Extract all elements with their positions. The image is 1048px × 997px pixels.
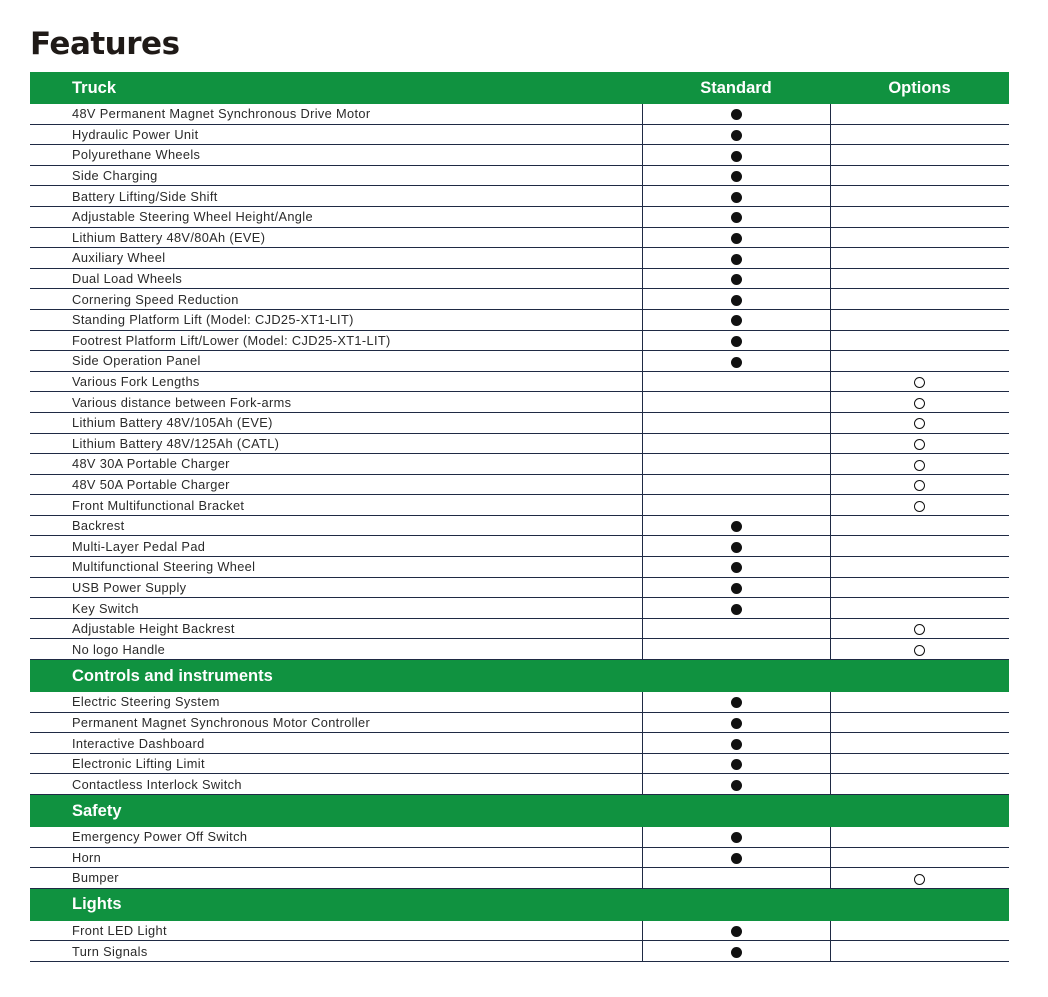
standard-cell bbox=[642, 618, 830, 639]
feature-row bbox=[30, 618, 1009, 639]
feature-label: 48V 50A Portable Charger bbox=[30, 474, 642, 495]
feature-row bbox=[30, 921, 1009, 941]
hollow-circle-icon bbox=[914, 377, 925, 388]
features-table bbox=[30, 72, 1009, 962]
filled-dot-icon bbox=[731, 562, 742, 573]
standard-column-header: Standard bbox=[642, 72, 830, 104]
hollow-circle-icon bbox=[914, 501, 925, 512]
standard-cell bbox=[642, 577, 830, 598]
feature-label: Backrest bbox=[30, 515, 642, 536]
options-cell bbox=[830, 733, 1009, 754]
options-cell bbox=[830, 330, 1009, 351]
feature-row bbox=[30, 577, 1009, 598]
feature-row bbox=[30, 753, 1009, 774]
standard-cell bbox=[642, 598, 830, 619]
standard-cell bbox=[642, 289, 830, 310]
standard-cell bbox=[642, 351, 830, 372]
filled-dot-icon bbox=[731, 192, 742, 203]
options-cell bbox=[830, 941, 1009, 962]
feature-row bbox=[30, 827, 1009, 847]
feature-label: USB Power Supply bbox=[30, 577, 642, 598]
filled-dot-icon bbox=[731, 336, 742, 347]
feature-label: Side Operation Panel bbox=[30, 351, 642, 372]
feature-label: Various distance between Fork-arms bbox=[30, 392, 642, 413]
standard-cell bbox=[642, 692, 830, 712]
options-cell bbox=[830, 124, 1009, 145]
feature-row bbox=[30, 104, 1009, 124]
standard-cell bbox=[642, 941, 830, 962]
standard-cell bbox=[642, 392, 830, 413]
feature-row bbox=[30, 474, 1009, 495]
feature-row bbox=[30, 557, 1009, 578]
feature-label: Polyurethane Wheels bbox=[30, 145, 642, 166]
options-cell bbox=[830, 206, 1009, 227]
feature-label: Lithium Battery 48V/125Ah (CATL) bbox=[30, 433, 642, 454]
feature-row bbox=[30, 495, 1009, 516]
feature-row bbox=[30, 536, 1009, 557]
feature-row bbox=[30, 454, 1009, 475]
feature-label: Emergency Power Off Switch bbox=[30, 827, 642, 847]
feature-row bbox=[30, 868, 1009, 889]
feature-label: Auxiliary Wheel bbox=[30, 248, 642, 269]
feature-row bbox=[30, 186, 1009, 207]
filled-dot-icon bbox=[731, 130, 742, 141]
standard-cell bbox=[642, 309, 830, 330]
feature-row bbox=[30, 733, 1009, 754]
feature-row bbox=[30, 515, 1009, 536]
standard-cell bbox=[642, 536, 830, 557]
options-cell bbox=[830, 827, 1009, 847]
filled-dot-icon bbox=[731, 315, 742, 326]
options-cell bbox=[830, 536, 1009, 557]
filled-dot-icon bbox=[731, 295, 742, 306]
feature-label: Electric Steering System bbox=[30, 692, 642, 712]
standard-cell bbox=[642, 474, 830, 495]
standard-cell bbox=[642, 495, 830, 516]
options-cell bbox=[830, 165, 1009, 186]
filled-dot-icon bbox=[731, 697, 742, 708]
options-cell bbox=[830, 227, 1009, 248]
standard-cell bbox=[642, 827, 830, 847]
filled-dot-icon bbox=[731, 274, 742, 285]
standard-cell bbox=[642, 557, 830, 578]
standard-cell bbox=[642, 206, 830, 227]
feature-label: Multi-Layer Pedal Pad bbox=[30, 536, 642, 557]
feature-label: Horn bbox=[30, 847, 642, 868]
filled-dot-icon bbox=[731, 739, 742, 750]
options-cell bbox=[830, 774, 1009, 795]
feature-label: Cornering Speed Reduction bbox=[30, 289, 642, 310]
hollow-circle-icon bbox=[914, 460, 925, 471]
section-title: Controls and instruments bbox=[30, 660, 1009, 693]
filled-dot-icon bbox=[731, 542, 742, 553]
feature-row bbox=[30, 712, 1009, 733]
feature-label: Hydraulic Power Unit bbox=[30, 124, 642, 145]
standard-cell bbox=[642, 868, 830, 889]
options-cell bbox=[830, 495, 1009, 516]
feature-label: Adjustable Steering Wheel Height/Angle bbox=[30, 206, 642, 227]
feature-row bbox=[30, 206, 1009, 227]
filled-dot-icon bbox=[731, 151, 742, 162]
filled-dot-icon bbox=[731, 357, 742, 368]
feature-row bbox=[30, 371, 1009, 392]
section-header bbox=[30, 888, 1009, 921]
feature-label: Interactive Dashboard bbox=[30, 733, 642, 754]
options-cell bbox=[830, 454, 1009, 475]
options-cell bbox=[830, 433, 1009, 454]
options-cell bbox=[830, 598, 1009, 619]
options-cell bbox=[830, 186, 1009, 207]
feature-row bbox=[30, 941, 1009, 962]
filled-dot-icon bbox=[731, 780, 742, 791]
filled-dot-icon bbox=[731, 583, 742, 594]
standard-cell bbox=[642, 712, 830, 733]
feature-label: Key Switch bbox=[30, 598, 642, 619]
options-cell bbox=[830, 309, 1009, 330]
feature-row bbox=[30, 227, 1009, 248]
feature-label: Turn Signals bbox=[30, 941, 642, 962]
standard-cell bbox=[642, 454, 830, 475]
options-cell bbox=[830, 618, 1009, 639]
standard-cell bbox=[642, 248, 830, 269]
options-cell bbox=[830, 268, 1009, 289]
feature-label: Contactless Interlock Switch bbox=[30, 774, 642, 795]
section-title: Safety bbox=[30, 795, 1009, 828]
feature-row bbox=[30, 639, 1009, 660]
feature-label: Front Multifunctional Bracket bbox=[30, 495, 642, 516]
feature-row bbox=[30, 351, 1009, 372]
standard-cell bbox=[642, 268, 830, 289]
feature-label: Various Fork Lengths bbox=[30, 371, 642, 392]
section-header bbox=[30, 795, 1009, 828]
options-cell bbox=[830, 515, 1009, 536]
standard-cell bbox=[642, 774, 830, 795]
options-cell bbox=[830, 104, 1009, 124]
feature-row bbox=[30, 392, 1009, 413]
section-header bbox=[30, 72, 1009, 104]
section-header bbox=[30, 660, 1009, 693]
filled-dot-icon bbox=[731, 233, 742, 244]
filled-dot-icon bbox=[731, 759, 742, 770]
feature-row bbox=[30, 268, 1009, 289]
options-cell bbox=[830, 868, 1009, 889]
options-cell bbox=[830, 577, 1009, 598]
feature-row bbox=[30, 598, 1009, 619]
hollow-circle-icon bbox=[914, 874, 925, 885]
options-cell bbox=[830, 847, 1009, 868]
options-cell bbox=[830, 753, 1009, 774]
feature-label: Standing Platform Lift (Model: CJD25-XT1-LIT) bbox=[30, 309, 642, 330]
feature-row bbox=[30, 289, 1009, 310]
standard-cell bbox=[642, 371, 830, 392]
section-title: Truck bbox=[30, 72, 642, 104]
feature-label: Footrest Platform Lift/Lower (Model: CJD25-XT1-LIT) bbox=[30, 330, 642, 351]
filled-dot-icon bbox=[731, 212, 742, 223]
standard-cell bbox=[642, 124, 830, 145]
feature-label: Dual Load Wheels bbox=[30, 268, 642, 289]
feature-label: 48V 30A Portable Charger bbox=[30, 454, 642, 475]
feature-row bbox=[30, 412, 1009, 433]
hollow-circle-icon bbox=[914, 480, 925, 491]
standard-cell bbox=[642, 515, 830, 536]
options-cell bbox=[830, 351, 1009, 372]
filled-dot-icon bbox=[731, 926, 742, 937]
section-title: Lights bbox=[30, 888, 1009, 921]
feature-row bbox=[30, 847, 1009, 868]
feature-row bbox=[30, 692, 1009, 712]
options-cell bbox=[830, 371, 1009, 392]
options-cell bbox=[830, 145, 1009, 166]
feature-row bbox=[30, 248, 1009, 269]
feature-label: Permanent Magnet Synchronous Motor Controller bbox=[30, 712, 642, 733]
feature-row bbox=[30, 124, 1009, 145]
feature-row bbox=[30, 774, 1009, 795]
feature-label: Side Charging bbox=[30, 165, 642, 186]
options-cell bbox=[830, 557, 1009, 578]
options-cell bbox=[830, 692, 1009, 712]
options-cell bbox=[830, 921, 1009, 941]
standard-cell bbox=[642, 165, 830, 186]
feature-label: Front LED Light bbox=[30, 921, 642, 941]
options-cell bbox=[830, 248, 1009, 269]
standard-cell bbox=[642, 921, 830, 941]
page-title: Features bbox=[30, 26, 180, 62]
filled-dot-icon bbox=[731, 604, 742, 615]
feature-label: Electronic Lifting Limit bbox=[30, 753, 642, 774]
standard-cell bbox=[642, 639, 830, 660]
hollow-circle-icon bbox=[914, 645, 925, 656]
options-cell bbox=[830, 289, 1009, 310]
feature-label: 48V Permanent Magnet Synchronous Drive Motor bbox=[30, 104, 642, 124]
standard-cell bbox=[642, 847, 830, 868]
feature-label: Bumper bbox=[30, 868, 642, 889]
standard-cell bbox=[642, 227, 830, 248]
options-cell bbox=[830, 412, 1009, 433]
options-cell bbox=[830, 639, 1009, 660]
standard-cell bbox=[642, 753, 830, 774]
filled-dot-icon bbox=[731, 853, 742, 864]
feature-label: Battery Lifting/Side Shift bbox=[30, 186, 642, 207]
filled-dot-icon bbox=[731, 254, 742, 265]
feature-label: Lithium Battery 48V/105Ah (EVE) bbox=[30, 412, 642, 433]
standard-cell bbox=[642, 104, 830, 124]
options-column-header: Options bbox=[830, 72, 1009, 104]
options-cell bbox=[830, 474, 1009, 495]
standard-cell bbox=[642, 412, 830, 433]
hollow-circle-icon bbox=[914, 439, 925, 450]
filled-dot-icon bbox=[731, 109, 742, 120]
standard-cell bbox=[642, 186, 830, 207]
standard-cell bbox=[642, 433, 830, 454]
feature-label: Lithium Battery 48V/80Ah (EVE) bbox=[30, 227, 642, 248]
feature-label: No logo Handle bbox=[30, 639, 642, 660]
filled-dot-icon bbox=[731, 832, 742, 843]
feature-label: Multifunctional Steering Wheel bbox=[30, 557, 642, 578]
hollow-circle-icon bbox=[914, 398, 925, 409]
filled-dot-icon bbox=[731, 718, 742, 729]
standard-cell bbox=[642, 330, 830, 351]
standard-cell bbox=[642, 145, 830, 166]
standard-cell bbox=[642, 733, 830, 754]
options-cell bbox=[830, 392, 1009, 413]
feature-row bbox=[30, 433, 1009, 454]
options-cell bbox=[830, 712, 1009, 733]
filled-dot-icon bbox=[731, 521, 742, 532]
feature-row bbox=[30, 309, 1009, 330]
filled-dot-icon bbox=[731, 171, 742, 182]
feature-row bbox=[30, 330, 1009, 351]
feature-row bbox=[30, 165, 1009, 186]
feature-row bbox=[30, 145, 1009, 166]
feature-label: Adjustable Height Backrest bbox=[30, 618, 642, 639]
hollow-circle-icon bbox=[914, 418, 925, 429]
filled-dot-icon bbox=[731, 947, 742, 958]
hollow-circle-icon bbox=[914, 624, 925, 635]
